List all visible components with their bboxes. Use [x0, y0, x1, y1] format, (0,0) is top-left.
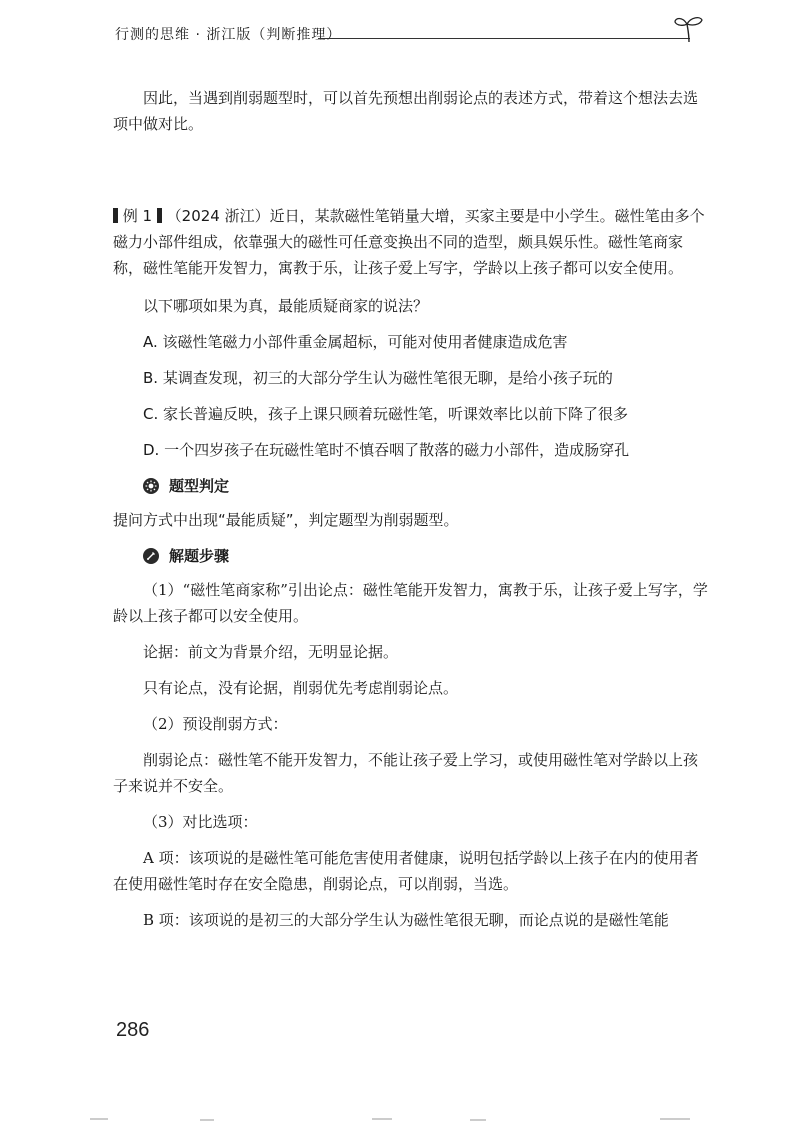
option-c: C. 家长普遍反映，孩子上课只顾着玩磁性笔，听课效率比以前下降了很多 [143, 405, 629, 423]
step-1-text: （1）“磁性笔商家称”引出论点：磁性笔能开发智力，寓教于乐，让孩子爱上写字，学龄以上孩子都可以安全使用。 [113, 581, 708, 625]
pen-icon [143, 548, 159, 564]
weaken-text: 削弱论点：磁性笔不能开发智力，不能让孩子爱上学习，或使用磁性笔对学龄以上孩子来说并不安全。 [113, 751, 699, 795]
example-text: 近日，某款磁性笔销量大增，买家主要是中小学生。磁性笔由多个磁力小部件组成，依靠强大的磁性可任意变换出不同的造型，颇具娱乐性。磁性笔商家称，磁性笔能开发智力，寓教于乐，让孩子爱上写字，学龄以上孩子都可以安全使用。 [113, 207, 705, 277]
option-a: A. 该磁性笔磁力小部件重金属超标，可能对使用者健康造成危害 [143, 333, 568, 351]
item-a-analysis: A 项：该项说的是磁性笔可能危害使用者健康，说明包括学龄以上孩子在内的使用者在使用磁性笔时存在安全隐患，削弱论点，可以削弱，当选。 [113, 849, 699, 893]
example-source: （2024 浙江） [166, 207, 270, 225]
intro-paragraph: 因此，当遇到削弱题型时，可以首先预想出削弱论点的表述方式，带着这个想法去选项中做对比。 [113, 89, 699, 133]
note-text: 只有论点，没有论据，削弱优先考虑削弱论点。 [143, 679, 459, 697]
steps-section-heading [143, 543, 711, 569]
example-label: 例 1 [122, 207, 153, 225]
step-2-heading: （2）预设削弱方式： [143, 715, 288, 733]
type-section-title: 题型判定 [169, 477, 230, 495]
option-d: D. 一个四岁孩子在玩磁性笔时不慎吞咽了散落的磁力小部件，造成肠穿孔 [143, 441, 630, 459]
bracket-bar-left [113, 208, 118, 223]
question-prompt: 以下哪项如果为真，最能质疑商家的说法？ [143, 297, 429, 315]
bracket-bar-right [157, 208, 162, 223]
evidence-text: 论据：前文为背景介绍，无明显论据。 [143, 643, 399, 661]
steps-section-title: 解题步骤 [169, 547, 230, 565]
scan-noise-marks [0, 1114, 800, 1124]
example-question [113, 203, 711, 281]
page-content [113, 85, 711, 943]
sun-gear-icon [143, 478, 159, 494]
running-header-title: 行测的思维 · 浙江版（判断推理） [115, 27, 342, 43]
step-3-heading: （3）对比选项： [143, 813, 258, 831]
type-section-heading [143, 473, 711, 499]
header-rule [318, 38, 690, 39]
item-b-analysis: B 项：该项说的是初三的大部分学生认为磁性笔很无聊，而论点说的是磁性笔能 [143, 911, 669, 929]
type-section-text: 提问方式中出现“最能质疑”，判定题型为削弱题型。 [113, 511, 459, 529]
sprout-icon [672, 12, 706, 44]
option-b: B. 某调查发现，初三的大部分学生认为磁性笔很无聊，是给小孩子玩的 [143, 369, 613, 387]
page-number: 286 [116, 1019, 150, 1041]
